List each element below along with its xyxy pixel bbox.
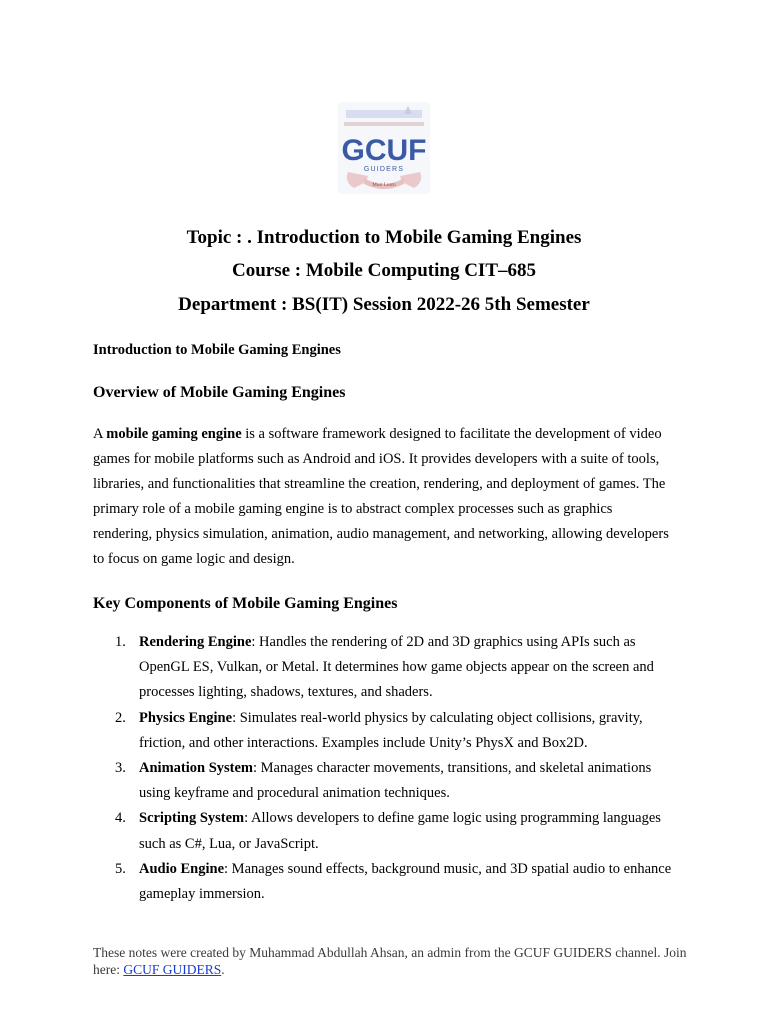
list-item-text: : Allows developers to define game logic using programming languages such as C#, Lua, or JavaScript. [139,810,661,852]
logo-subtitle: GUIDERS [363,166,405,173]
list-item-number: 5. [115,860,126,877]
list-item [93,630,675,706]
components-list [93,630,675,907]
gcuf-guiders-logo [334,100,434,196]
overview-paragraph [93,422,675,572]
logo-wordmark: GCUF [341,134,427,167]
footer-note [93,944,693,978]
list-item-number: 3. [115,760,126,777]
gcuf-guiders-link[interactable]: GCUF GUIDERS [123,962,222,977]
list-item [93,706,675,756]
list-item [93,806,675,856]
list-item-term: Audio Engine [139,860,225,877]
intro-heading: Introduction to Mobile Gaming Engines [93,342,341,358]
department-title: Department : BS(IT) Session 2022-26 5th Semester [178,294,590,315]
list-item-term: Scripting System [139,810,245,827]
list-item [93,857,675,907]
list-item-term: Physics Engine [139,709,233,726]
overview-lead: A [93,426,107,442]
list-item-text: : Simulates real-world physics by calculating object collisions, gravity, friction, and other interactions. Examples include Unity’s PhysX and Box2D. [139,709,643,751]
footer-end: . [221,962,225,977]
footer-text: These notes were created by Muhammad Abdullah Ahsan, an admin from the GCUF GUIDERS channel. Join here: [93,945,687,977]
list-item-number: 1. [115,634,126,650]
list-item-number: 2. [115,709,126,726]
list-item-term: Animation System [139,760,253,777]
list-item-text: : Manages character movements, transitions, and skeletal animations using keyframe and procedural animation techniques. [139,760,652,802]
components-heading: Key Components of Mobile Gaming Engines [93,595,398,612]
overview-term: mobile gaming engine [106,426,242,442]
list-item [93,756,675,806]
list-item-term: Rendering Engine [139,634,252,650]
list-item-text: : Manages sound effects, background music, and 3D spatial audio to enhance gameplay immersion. [139,860,672,903]
topic-title: Topic : . Introduction to Mobile Gaming Engines [186,227,582,248]
logo-motto: Must Learn [372,183,396,188]
overview-body: is a software framework designed to facilitate the development of video games for mobile platforms such as Android and iOS. It provides developers with a suite of tools, libraries, and functionalities that streamline the creation, rendering, and deployment of games. The primary role of a mobile gaming engine is to abstract complex processes such as graphics rendering, physics simulation, animation, audio management, and networking, allowing developers to focus on game logic and design. [93,426,669,567]
list-item-text: : Handles the rendering of 2D and 3D graphics using APIs such as OpenGL ES, Vulkan, or Metal. It determines how game objects appear on the screen and processes lighting, shadows, textures, and shaders. [139,634,654,701]
course-title: Course : Mobile Computing CIT–685 [231,260,536,281]
overview-heading: Overview of Mobile Gaming Engines [93,384,346,401]
list-item-number: 4. [115,810,126,827]
